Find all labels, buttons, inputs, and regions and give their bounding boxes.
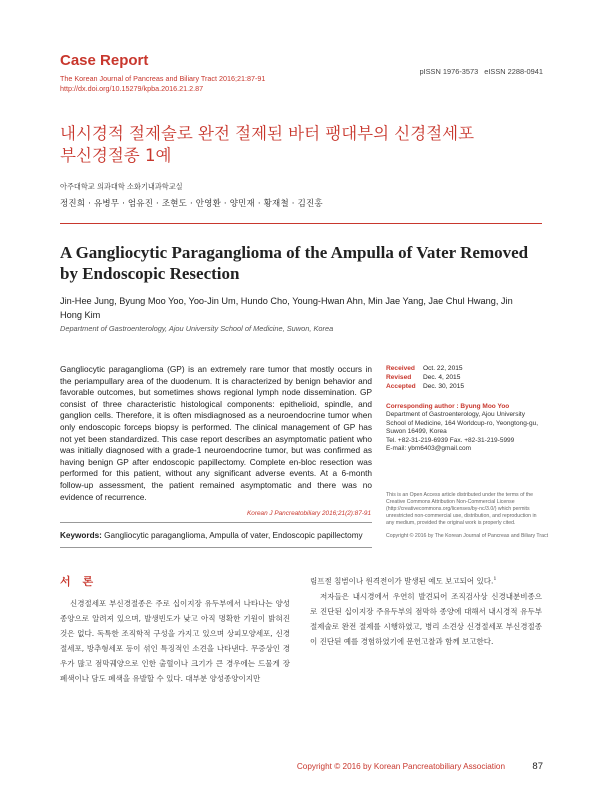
body-right-column — [310, 572, 542, 649]
eissn: eISSN 2288-0941 — [484, 67, 543, 76]
body-right-para1: 림프절 침범이나 원격전이가 발생된 예도 보고되어 있다. — [310, 576, 494, 586]
korean-affiliation: 아주대학교 의과대학 소화기내과학교실 — [60, 182, 183, 191]
section-title: 서 론 — [60, 575, 98, 588]
english-authors: Jin-Hee Jung, Byung Moo Yoo, Yoo-Jin Um, Hundo Cho, Young-Hwan Ahn, Min Jae Yang, Jae Chul Hwang, Jin Hong Kim — [60, 296, 513, 320]
journal-copyright: Copyright © 2016 by The Korean Journal of Pancreas and Biliary Tract — [386, 533, 549, 539]
corr-label: Corresponding author : — [386, 403, 461, 410]
english-affiliation: Department of Gastroenterology, Ajou University School of Medicine, Suwon, Korea — [60, 324, 334, 333]
open-access-notice: This is an Open Access article distributed under the terms of the Creative Commons Attribution Non-Commercial License (http://creativecommons.org/licenses/by-nc/3.0/) which permits unrestricted non-commercial use, distribution, and reproduction in any medium, provided the original work is properly cited. — [386, 492, 537, 526]
doi-link[interactable]: http://dx.doi.org/10.15279/kpba.2016.21.2.87 — [60, 84, 204, 93]
corresponding-author — [386, 403, 546, 453]
body-left-column: 신경절세포 부신경절종은 주로 십이지장 유두부에서 나타나는 양성종양으로 알려져 있으며, 발생빈도가 낮고 아직 명확한 기원이 밝혀진 것은 없다. 독특한 조직학적 구성을 가지고 있으며 상피모양세포, 신경절세포, 방추형세포 등이 섞인 특징적인 소견을 나타낸다. 무증상인 경우가 많고 점막궤양으로 인한 출혈이나 크기가 큰 경우에는 드물게 장폐색이나 담도 폐색을 유발할 수 있다. 대부분 양성종양이지만 — [60, 599, 290, 684]
korean-title — [60, 123, 530, 167]
date-label: Received — [386, 365, 415, 372]
korean-title-line1: 내시경적 절제술로 완전 절제된 바터 팽대부의 신경절세포 — [60, 124, 475, 143]
article-type: Case Report — [60, 52, 149, 69]
corr-contact: Tel. +82-31-219-6939 Fax. +82-31-219-5999 — [386, 436, 515, 444]
keywords-text: Gangliocytic paraganglioma, Ampulla of vater, Endoscopic papillectomy — [104, 531, 363, 540]
abstract: Gangliocytic paraganglioma (GP) is an extremely rare tumor that mostly occurs in the periampullary area of the duodenum. It is characterized by benign behavior and favorable outcomes, but sometimes shows regional lymph node dissemination. GP consist of three characteristic histological components: epithelioid, spindle, and ganglion cells. Therefore, it is often misdiagnosed as a neuroendocrine tumor when only endoscopic forceps biopsy is performed. The clinical management of GP has not yet been standardized. This case report describes an asymptomatic patient who was initially diagnosed with a grade-1 neuroendocrine tumor, but was confirmed as having benign GP after endoscopic papillectomy. Complete en-bloc resection was performed for this patient, without any significant adverse events. At a 6-month follow-up assessment, the patient remained asymptomatic and there was no evidence of recurrence. — [60, 364, 372, 502]
date-label: Revised — [386, 374, 412, 381]
body-right-para2: 저자들은 내시경에서 우연히 발견되어 조직검사상 신경내분비종으로 진단된 십이지장 주유두부의 점막하 종양에 대해서 내시경적 유두부 절제술로 완전 절제를 시행하였고, 병리 소견상 신경절세포 부신경절종이 진단된 예를 경험하였기에 문헌고찰과 함께 보고한다. — [310, 591, 542, 646]
article-dates — [386, 364, 464, 391]
footer-copyright: Copyright © 2016 by Korean Pancreatobiliary Association — [296, 762, 505, 771]
english-title: A Gangliocytic Paraganglioma of the Ampulla of Vater Removed by Endoscopic Resection — [60, 243, 529, 283]
keywords-top-rule — [60, 522, 372, 523]
keywords-bottom-rule — [60, 547, 372, 548]
issn — [419, 67, 543, 76]
keywords-label: Keywords: — [60, 531, 102, 540]
date-accepted — [386, 382, 464, 391]
journal-citation: The Korean Journal of Pancreas and Biliary Tract 2016;21:87-91 — [60, 74, 266, 83]
reference-marker[interactable]: 1 — [493, 576, 497, 582]
pissn: pISSN 1976-3573 — [419, 67, 479, 76]
date-value: Oct. 22, 2015 — [423, 365, 463, 372]
corr-email[interactable]: E-mail: ybm6403@gmail.com — [386, 445, 471, 453]
date-label: Accepted — [386, 383, 416, 390]
korean-title-line2: 부신경절종 1예 — [60, 146, 172, 165]
keywords — [60, 531, 390, 540]
corr-dept: Department of Gastroenterology, Ajou University School of Medicine, 164 Worldcup-ro, Yeongtong-gu, Suwon 16499, Korea — [386, 411, 539, 436]
korean-authors: 정진희 · 유병무 · 엄유진 · 조현도 · 안영환 · 양민재 · 황재철 · 김진홍 — [60, 199, 323, 209]
date-received — [386, 364, 464, 373]
date-value: Dec. 30, 2015 — [423, 383, 465, 390]
title-divider — [60, 223, 542, 224]
date-revised — [386, 373, 464, 382]
date-value: Dec. 4, 2015 — [423, 374, 461, 381]
corr-name: Byung Moo Yoo — [460, 403, 510, 410]
page-number: 87 — [532, 761, 543, 772]
abstract-citation: Korean J Pancreatobiliary 2016;21(2):87-91 — [247, 510, 371, 517]
